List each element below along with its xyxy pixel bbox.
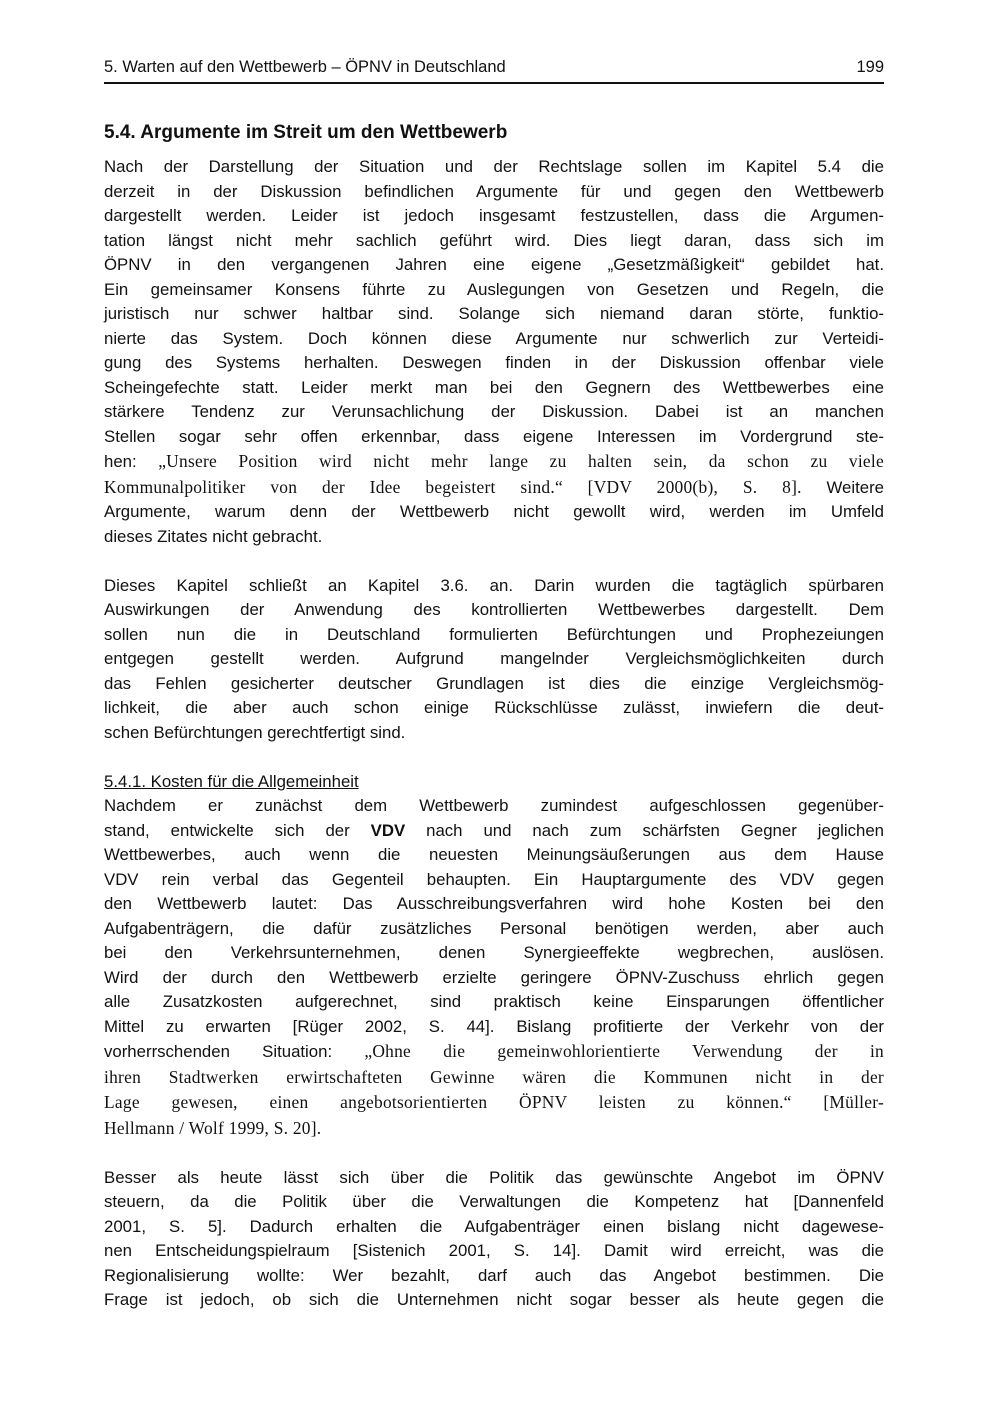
text-segment-sans: Argumente, warum denn der Wettbewerb nicht gewollt wird, werden im Umfeld (104, 502, 884, 521)
text-segment-sans: schen Befürchtungen gerechtfertigt sind. (104, 722, 406, 742)
text-line (104, 155, 884, 180)
text-segment-sans: lichkeit, die aber auch schon einige Rückschlüsse zulässt, inwiefern die deut- (104, 698, 884, 717)
text-line (104, 229, 884, 254)
text-segment-sans: nen Entscheidungspielraum [Sistenich 2001, S. 14]. Damit wird erreicht, was die (104, 1241, 884, 1260)
text-line (104, 1239, 884, 1264)
text-segment-sans: Besser als heute lässt sich über die Politik das gewünschte Angebot im ÖPNV (104, 1167, 884, 1187)
text-line (104, 623, 884, 648)
text-line (104, 794, 884, 819)
text-segment-sans: alle Zusatzkosten aufgerechnet, sind praktisch keine Einsparungen öffentlicher (104, 992, 884, 1011)
text-segment-sans: Auswirkungen der Anwendung des kontrollierten Wettbewerbes dargestellt. Dem (104, 600, 884, 619)
text-line (104, 475, 884, 501)
text-line (104, 941, 884, 966)
text-segment-sans: entgegen gestellt werden. Aufgrund mangelnder Vergleichsmöglichkeiten durch (104, 649, 884, 668)
text-line (104, 449, 884, 475)
text-segment-sans: Dieses Kapitel schließt an Kapitel 3.6. an. Darin wurden die tagtäglich spürbaren (104, 575, 884, 595)
text-line (104, 180, 884, 205)
text-line (104, 204, 884, 229)
text-line (104, 1264, 884, 1289)
text-segment-sans: 2001, S. 5]. Dadurch erhalten die Aufgabenträger einen bislang nicht dagewese- (104, 1216, 884, 1236)
text-segment-sans: ÖPNV in den vergangenen Jahren eine eigene „Gesetzmäßigkeit“ gebildet hat. (104, 255, 884, 274)
text-line (104, 376, 884, 401)
text-segment-sans: Stellen sogar sehr offen erkennbar, dass eigene Interessen im Vordergrund ste- (104, 426, 884, 446)
text-line (104, 966, 884, 991)
text-line (104, 1065, 884, 1091)
text-segment-sans: Wird der durch den Wettbewerb erzielte geringere ÖPNV-Zuschuss ehrlich gegen (104, 967, 884, 987)
text-line (104, 1190, 884, 1215)
text-segment-sans: sollen nun die in Deutschland formulierten Befürchtungen und Prophezeiungen (104, 624, 884, 644)
text-line (104, 302, 884, 327)
text-line (104, 892, 884, 917)
text-line (104, 917, 884, 942)
text-segment-sans: stärkere Tendenz zur Verunsachlichung der Diskussion. Dabei ist an manchen (104, 402, 884, 421)
text-line (104, 647, 884, 672)
text-line (104, 819, 884, 844)
paragraph-2 (104, 574, 884, 746)
text-segment-serif: „Ohne die gemeinwohlorientierte Verwendung der in (364, 1041, 884, 1061)
text-segment-sans: Nachdem er zunächst dem Wettbewerb zumindest aufgeschlossen gegenüber- (104, 796, 884, 815)
text-segment-sans: vorherrschenden Situation: (104, 1042, 365, 1061)
text-segment-serif: Lage gewesen, einen angebotsorientierten ÖPNV leisten zu können.“ [Müller- (104, 1092, 884, 1112)
text-line (104, 598, 884, 623)
text-segment-serif: „Unsere Position wird nicht mehr lange zu halten sein, da schon zu viele (158, 451, 884, 471)
text-line (104, 1166, 884, 1191)
paragraph-3 (104, 794, 884, 1141)
text-line (104, 1090, 884, 1116)
text-line (104, 425, 884, 450)
text-segment-serif: Hellmann / Wolf 1999, S. 20]. (104, 1117, 322, 1138)
paragraph-4 (104, 1166, 884, 1313)
text-line (104, 1116, 884, 1142)
text-segment-serif: Kommunalpolitiker von der Idee begeistert sind.“ [VDV 2000(b), S. 8]. (104, 476, 827, 497)
text-segment-serif: ihren Stadtwerken erwirtschafteten Gewinne wären die Kommunen nicht in der (104, 1066, 884, 1087)
text-line (104, 843, 884, 868)
text-segment-sans: Aufgabenträgern, die dafür zusätzliches Personal benötigen werden, aber auch (104, 918, 884, 938)
text-segment-sans: nach und nach zum schärfsten Gegner jeglichen (405, 820, 884, 840)
text-segment-sans: Frage ist jedoch, ob sich die Unternehmen nicht sogar besser als heute gegen die (104, 1290, 884, 1309)
text-line (104, 1288, 884, 1313)
text-segment-sans: VDV rein verbal das Gegenteil behaupten. Ein Hauptargumente des VDV gegen (104, 869, 884, 889)
text-segment-sans: Mittel zu erwarten [Rüger 2002, S. 44]. Bislang profitierte der Verkehr von der (104, 1016, 884, 1036)
text-line (104, 327, 884, 352)
text-segment-sans: Ein gemeinsamer Konsens führte zu Auslegungen von Gesetzen und Regeln, die (104, 279, 884, 299)
text-segment-sans: stand, entwickelte sich der (104, 820, 371, 840)
text-line (104, 278, 884, 303)
section-heading: 5.4. Argumente im Streit um den Wettbewerb (104, 122, 508, 143)
text-line (104, 672, 884, 697)
text-segment-sans: das Fehlen gesicherter deutscher Grundlagen ist dies die einzige Vergleichsmög- (104, 673, 884, 693)
text-segment-sans: den Wettbewerb lautet: Das Ausschreibungsverfahren wird hohe Kosten bei den (104, 894, 884, 913)
text-line (104, 500, 884, 525)
text-line (104, 868, 884, 893)
text-segment-sans: tation längst nicht mehr sachlich geführt wird. Dies liegt daran, dass sich im (104, 230, 884, 250)
text-segment-sans: hen: (104, 452, 159, 471)
text-line (104, 525, 884, 550)
text-line (104, 1015, 884, 1040)
text-line (104, 1215, 884, 1240)
text-segment-sans: nierte das System. Doch können diese Argumente nur schwerlich zur Verteidi- (104, 328, 884, 348)
text-segment-sans: gung des Systems herhalten. Deswegen finden in der Diskussion offenbar viele (104, 353, 884, 372)
text-line (104, 721, 884, 746)
text-segment-sans: Regionalisierung wollte: Wer bezahlt, darf auch das Angebot bestimmen. Die (104, 1265, 884, 1285)
page-number: 199 (856, 58, 884, 76)
text-segment-sans: Scheingefechte statt. Leider merkt man bei den Gegnern des Wettbewerbes eine (104, 377, 884, 397)
text-line (104, 696, 884, 721)
paragraph-1 (104, 155, 884, 549)
subsection-heading: 5.4.1. Kosten für die Allgemeinheit (104, 771, 359, 791)
text-segment-sans: Weitere (826, 477, 884, 497)
text-line (104, 400, 884, 425)
text-line (104, 351, 884, 376)
text-segment-sans: Wettbewerbes, auch wenn die neuesten Meinungsäußerungen aus dem Hause (104, 845, 884, 864)
text-segment-sans: bei den Verkehrsunternehmen, denen Synergieeffekte wegbrechen, auslösen. (104, 943, 884, 962)
text-segment-sans: dieses Zitates nicht gebracht. (104, 526, 323, 546)
text-line (104, 574, 884, 599)
text-line (104, 990, 884, 1015)
running-title: 5. Warten auf den Wettbewerb – ÖPNV in Deutschland (104, 58, 506, 76)
page-header (104, 56, 884, 84)
text-line (104, 253, 884, 278)
text-line (104, 1039, 884, 1065)
text-segment-sans: Nach der Darstellung der Situation und der Rechtslage sollen im Kapitel 5.4 die (104, 157, 884, 176)
text-segment-sans: juristisch nur schwer haltbar sind. Solange sich niemand daran störte, funktio- (104, 304, 884, 323)
text-segment-bold: VDV (370, 820, 406, 840)
text-segment-sans: dargestellt werden. Leider ist jedoch insgesamt festzustellen, dass die Argumen- (104, 206, 884, 225)
text-segment-sans: derzeit in der Diskussion befindlichen Argumente für und gegen den Wettbewerb (104, 181, 884, 201)
text-segment-sans: steuern, da die Politik über die Verwaltungen die Kompetenz hat [Dannenfeld (104, 1192, 884, 1211)
